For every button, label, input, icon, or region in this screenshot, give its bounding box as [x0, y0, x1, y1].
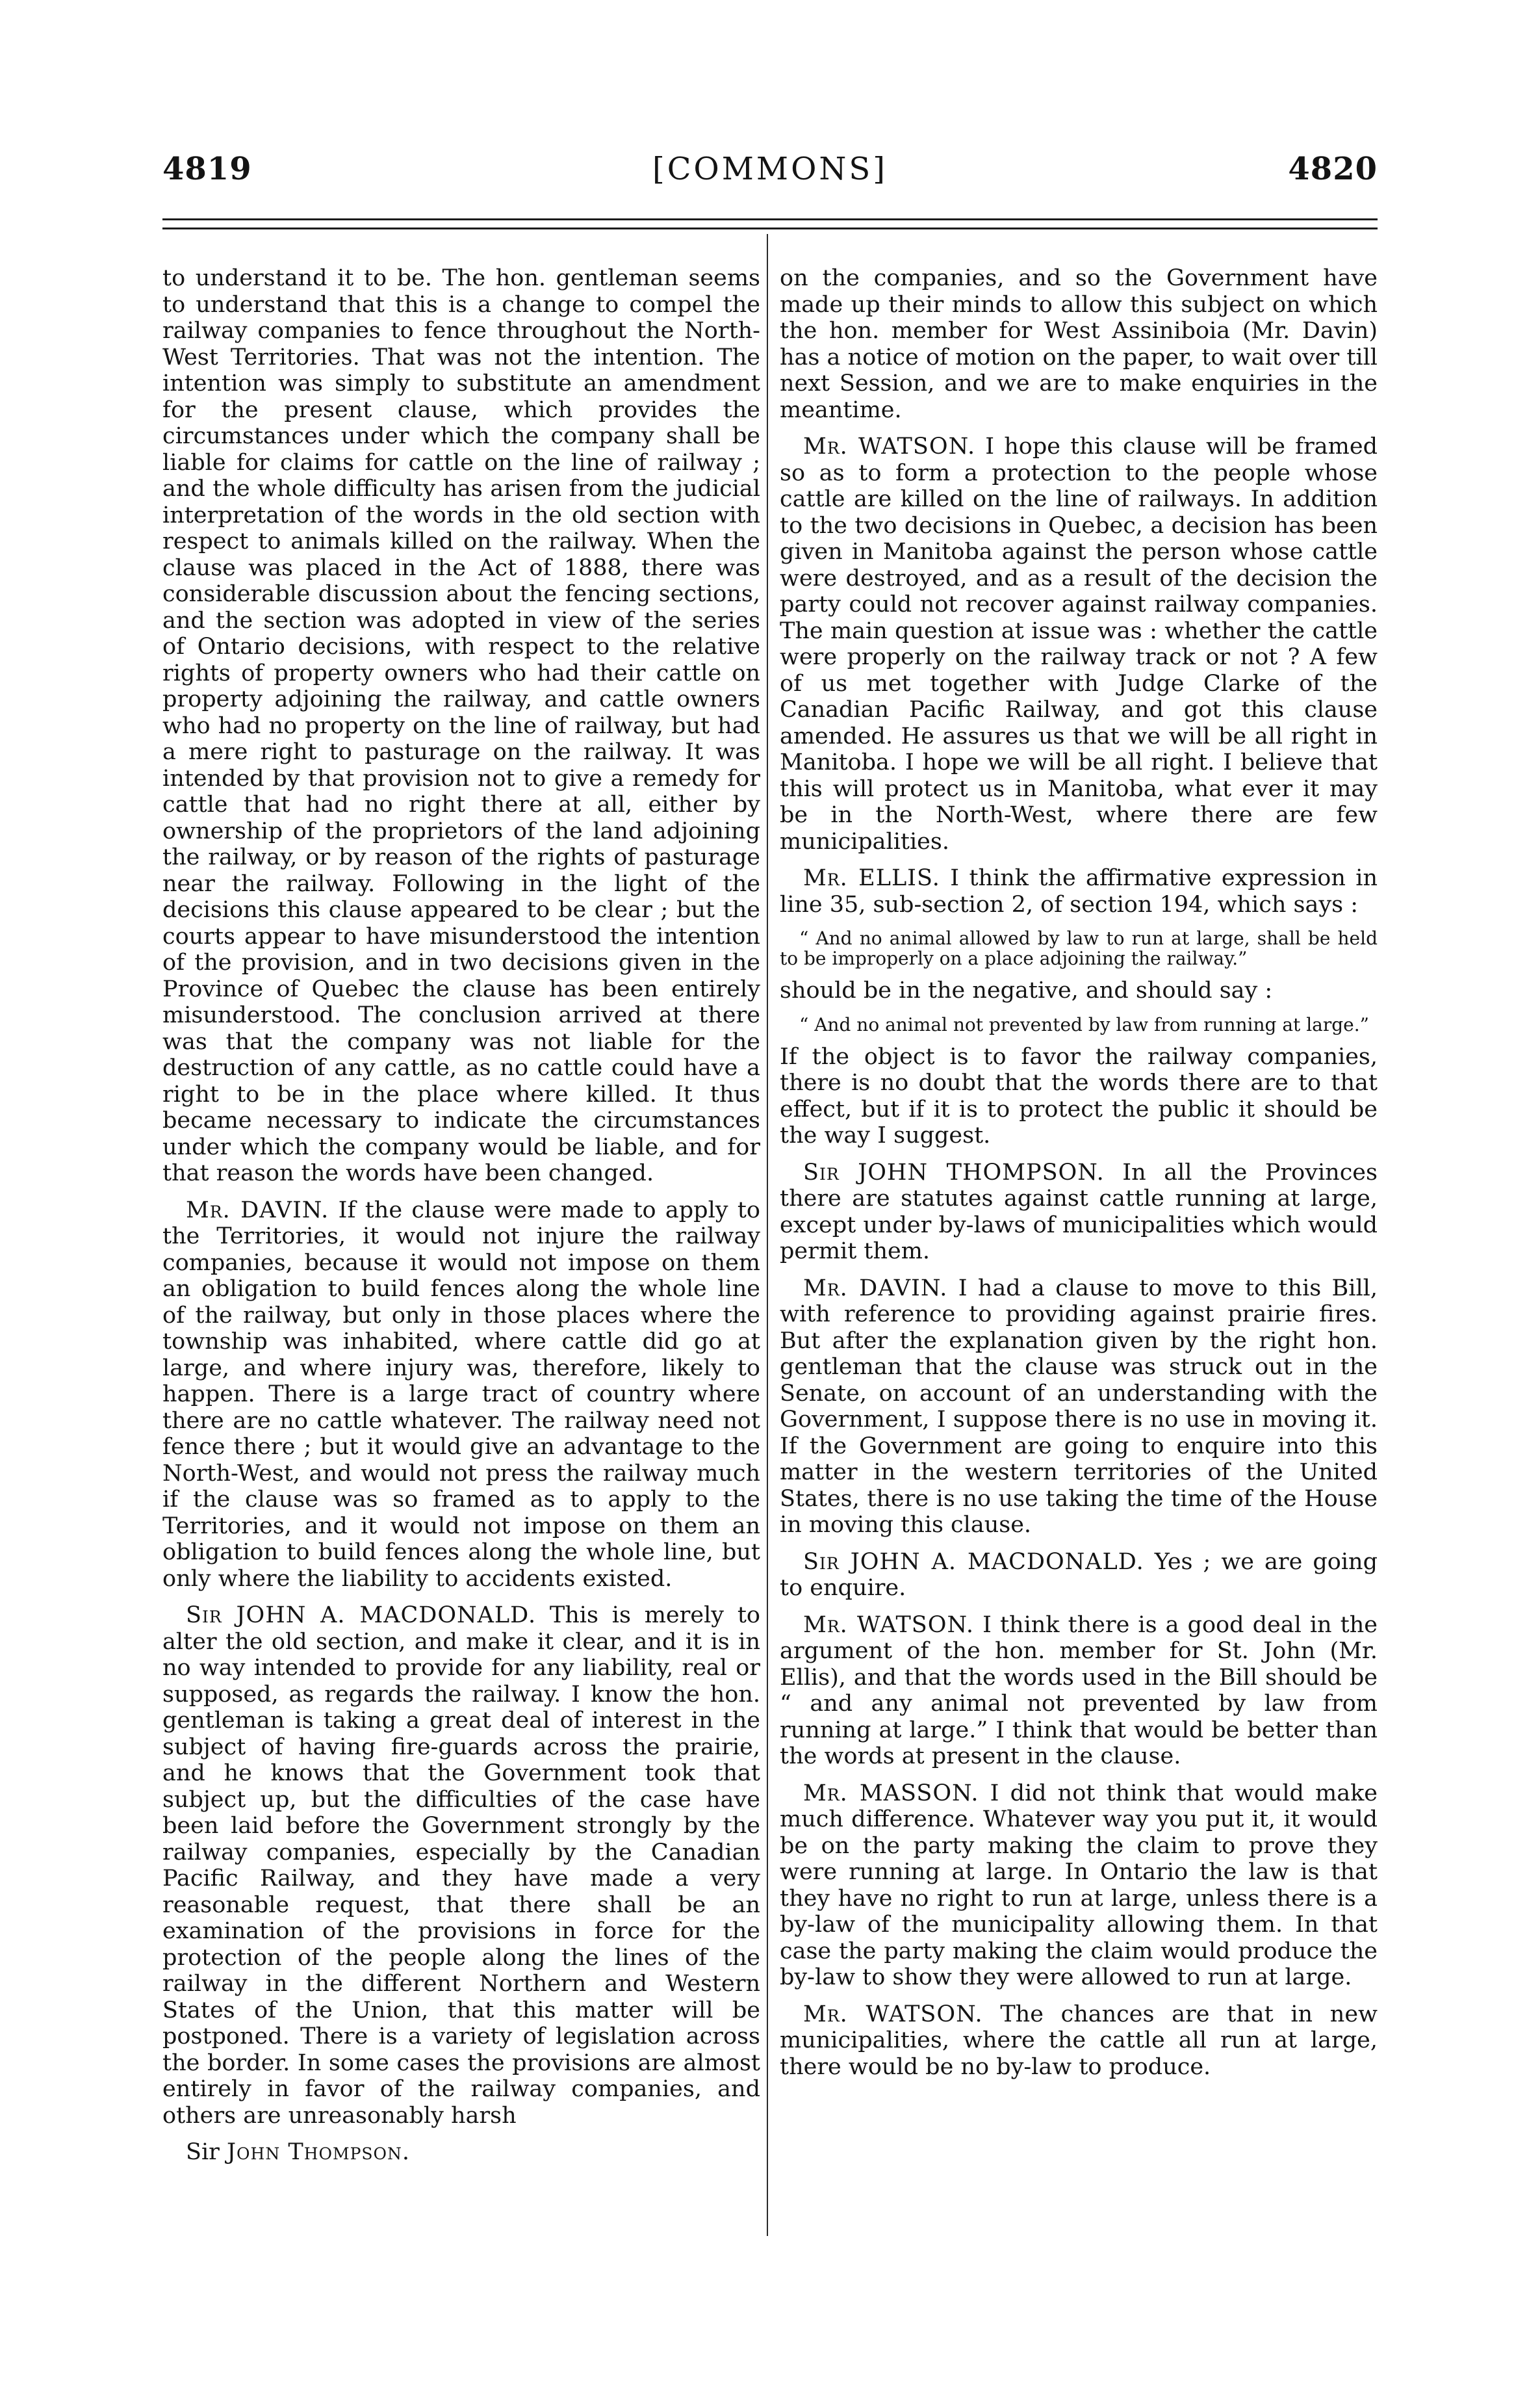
speech: Mr. DAVIN. If the clause were made to apply to the Territories, it would not injure the railway companies, because it would not impose on them an obligation to build fences along the whole line of the railway, but only in those places where the township was inhabited, where cattle did go at large, and where injury was, therefore, likely to happen. There is a large tract of country where there are no cattle whatever. The railway need not fence there ; but it would give an advantage to the North-West, and would not press the railway much if the clause was so framed as to apply to the Territories, and it would not impose on them an obligation to build fences along the whole line, but only where the liability to accidents existed.	[162, 1197, 760, 1592]
page-header	[0, 151, 1540, 203]
header-rule-top	[162, 218, 1378, 220]
speech: Sir JOHN A. MACDONALD. Yes ; we are going to enquire.	[780, 1548, 1378, 1601]
speech: Mr. WATSON. The chances are that in new municipalities, where the cattle all run at large, there would be no by-law to produce.	[780, 2001, 1378, 2080]
column-divider	[767, 234, 768, 2236]
speaker-name: Sir JOHN THOMPSON.	[803, 1159, 1105, 1186]
speech: Mr. ELLIS. I think the affirmative expression in line 35, sub-section 2, of section 194, which says :	[780, 865, 1378, 918]
paragraph: should be in the negative, and should say :	[780, 978, 1273, 1004]
catchword: Sir John Thompson.	[186, 2139, 411, 2165]
quotation: “ And no animal allowed by law to run at large, shall be held to be improperly on a place adjoining the railway.”	[780, 928, 1378, 969]
speaker-name: Sir JOHN A. MACDONALD.	[803, 1548, 1144, 1575]
speaker-name: Mr. MASSON.	[803, 1780, 979, 1806]
speech: Mr. WATSON. I hope this clause will be framed so as to form a protection to the people whose cattle are killed on the line of railways. In addition to the two decisions in Quebec, a decision has been given in Manitoba against the person whose cattle were destroyed, and as a result of the decision the party could not recover against railway companies. The main question at issue was : whether the cattle were properly on the railway track or not ? A few of us met together with Judge Clarke of the Canadian Pacific Railway, and got this clause amended. He assures us that we will be all right in Manitoba. I hope we will be all right. I believe that this will protect us in Manitoba, what ever it may be in the North-West, where there are few municipalities.	[780, 434, 1378, 855]
speech: Sir JOHN THOMPSON. In all the Provinces there are statutes against cattle running at large, except under by-laws of municipalities which would permit them.	[780, 1159, 1378, 1264]
running-head: [COMMONS]	[652, 151, 888, 187]
left-column	[162, 265, 760, 2274]
page-number-left: 4819	[162, 151, 252, 187]
speech: Mr. DAVIN. I had a clause to move to this Bill, with reference to providing against prairie fires. But after the explanation given by the right hon. gentleman that the clause was struck out in the Senate, on account of an understanding with the Government, I suppose there is no use in moving it. If the Government are going to enquire into this matter in the western territories of the United States, there is no use taking the time of the House in moving this clause.	[780, 1275, 1378, 1538]
header-rule-bottom	[162, 228, 1378, 229]
right-column	[780, 265, 1378, 2274]
speaker-name: Mr. WATSON.	[803, 2001, 983, 2027]
speaker-name: Mr. WATSON.	[803, 434, 976, 460]
speaker-name: Mr. WATSON.	[803, 1611, 974, 1638]
speaker-name: Mr. DAVIN.	[186, 1197, 329, 1223]
quotation: “ And no animal not prevented by law from running at large.”	[799, 1013, 1369, 1035]
speaker-name: Mr. ELLIS.	[803, 865, 940, 891]
speech: Mr. MASSON. I did not think that would make much difference. Whatever way you put it, it would be on the party making the claim to prove they were running at large. In Ontario the law is that they have no right to run at large, unless there is a by-law of the municipality allowing them. In that case the party making the claim would produce the by-law to show they were allowed to run at large.	[780, 1780, 1378, 1990]
paragraph: If the object is to favor the railway companies, there is no doubt that the words there are to that effect, but if it is to protect the public it should be the way I suggest.	[780, 1043, 1378, 1149]
paragraph: on the companies, and so the Government have made up their minds to allow this subject on which the hon. member for West Assiniboia (Mr. Davin) has a notice of motion on the paper, to wait over till next Session, and we are to make enquiries in the meantime.	[780, 265, 1378, 423]
page-number-right: 4820	[1288, 151, 1378, 187]
speech: Mr. WATSON. I think there is a good deal in the argument of the hon. member for St. John (Mr. Ellis), and that the words used in the Bill should be “ and any animal not prevented by law from running at large.” I think that would be better than the words at present in the clause.	[780, 1611, 1378, 1769]
paragraph: to understand it to be. The hon. gentleman seems to understand that this is a change to compel the railway companies to fence throughout the North-West Territories. That was not the intention. The intention was simply to substitute an amendment for the present clause, which provides the circumstances under which the company shall be liable for claims for cattle on the line of railway ; and the whole difficulty has arisen from the judicial interpretation of the words in the old section with respect to animals killed on the railway. When the clause was placed in the Act of 1888, there was considerable discussion about the fencing sections, and the section was adopted in view of the series of Ontario decisions, with respect to the relative rights of property owners who had their cattle on property adjoining the railway, and cattle owners who had no property on the line of railway, but had a mere right to pasturage on the railway. It was intended by that provision not to give a remedy for cattle that had no right there at all, either by ownership of the proprietors of the land adjoining the railway, or by reason of the rights of pasturage near the railway. Following in the light of the decisions this clause appeared to be clear ; but the courts appear to have misunderstood the intention of the provision, and in two decisions given in the Province of Quebec the clause has been entirely misunderstood. The conclusion arrived at there was that the company was not liable for the destruction of any cattle, as no cattle could have a right to be in the place where killed. It thus became necessary to indicate the circumstances under which the company would be liable, and for that reason the words have been changed.	[162, 265, 760, 1186]
speaker-name: Mr. DAVIN.	[803, 1275, 948, 1301]
speech: Sir JOHN A. MACDONALD. This is merely to alter the old section, and make it clear, and it is in no way intended to provide for any liability, real or supposed, as regards the railway. I know the hon. gentleman is taking a great deal of interest in the subject of having fire-guards across the prairie, and he knows that the Government took that subject up, but the difficulties of the case have been laid before the Government strongly by the railway companies, especially by the Canadian Pacific Railway, and they have made a very reasonable request, that there shall be an examination of the provisions in force for the protection of the people along the lines of the railway in the different Northern and Western States of the Union, that this matter will be postponed. There is a variety of legislation across the border. In some cases the provisions are almost entirely in favor of the railway companies, and others are unreasonably harsh	[162, 1602, 760, 2129]
speaker-name: Sir JOHN A. MACDONALD.	[186, 1602, 537, 1628]
